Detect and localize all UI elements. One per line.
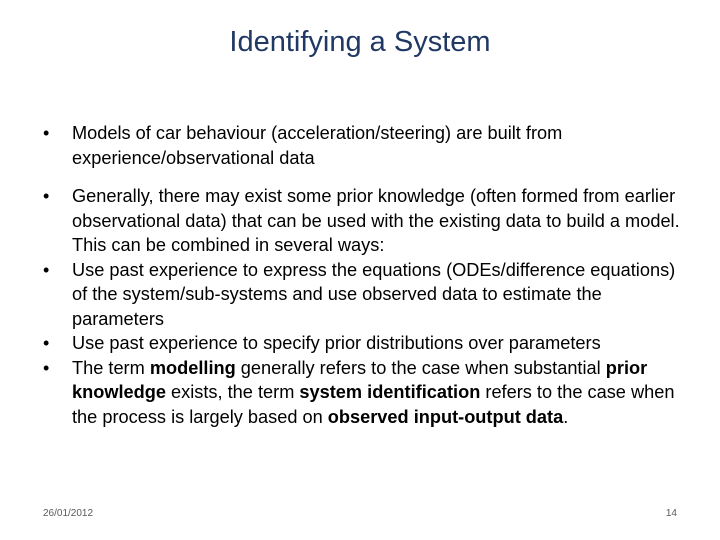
bold-term: prior knowledge [72,357,648,402]
bullet-item [42,331,682,356]
slide-title: Identifying a System [229,26,491,58]
text-run: The term [72,357,150,378]
bullet-item [42,258,682,332]
text-run: refers to the case when the process is largely based on [72,382,675,427]
bullet-item [42,121,682,170]
footer-date: 26/01/2012 [43,508,94,519]
text-run: Generally, there may exist some prior knowledge (often formed from earlier observational data) that can be used with the existing data to build a model. This can be combined in several ways: [72,186,680,255]
bullet-dot-icon: • [43,186,50,206]
bullet-text [72,186,680,255]
text-run: Use past experience to specify prior distributions over parameters [72,333,601,353]
bullet-item [42,184,682,258]
bullet-text [72,260,675,329]
bold-term: system identification [299,382,481,402]
bullet-item [42,356,682,430]
bold-term: modelling [149,357,236,378]
bullet-dot-icon: • [43,259,50,280]
text-run: Models of car behaviour (acceleration/steering) are built from experience/observational data [72,123,563,168]
bullet-list [42,121,682,429]
text-run: exists, the term [165,382,300,402]
bullet-dot-icon: • [43,357,50,378]
bullet-text [72,123,562,168]
bullet-text [72,358,674,427]
bullet-text [72,333,601,353]
bold-term: observed input-output data [327,406,564,427]
bullet-dot-icon: • [43,123,50,143]
page-number: 14 [665,508,677,519]
text-run: Use past experience to express the equations (ODEs/difference equations) of the system/sub-systems and use observed data to estimate the parameters [72,259,676,329]
bullet-dot-icon: • [43,333,50,353]
text-run: generally refers to the case when substantial [235,357,606,378]
text-run: . [563,406,569,427]
